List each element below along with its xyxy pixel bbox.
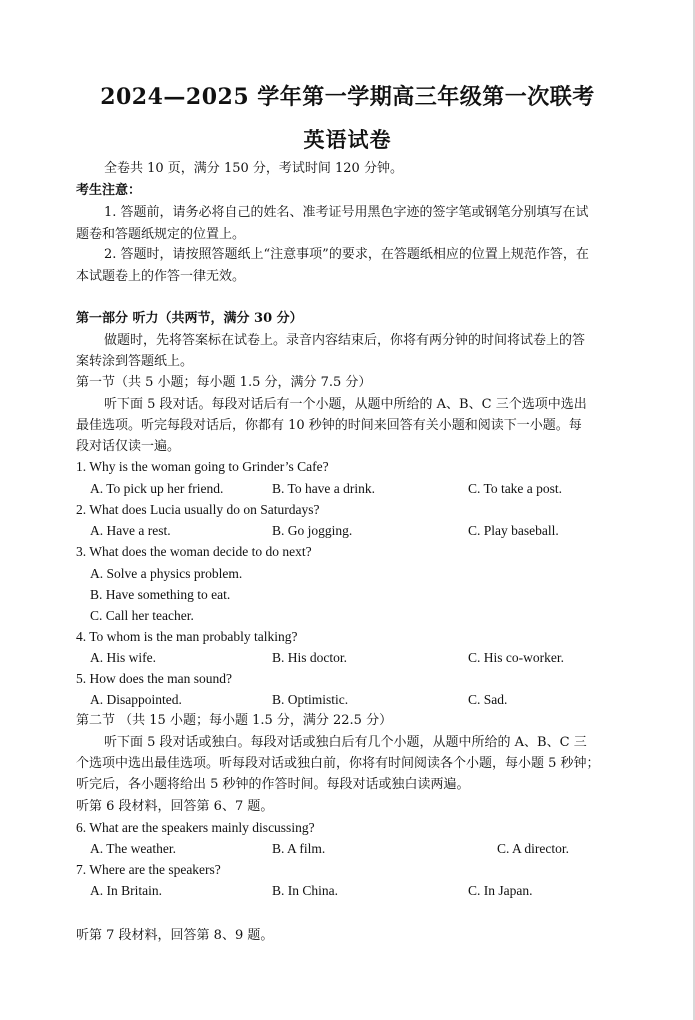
notice-1-line-2: 题卷和答题纸规定的位置上。 [76,227,246,242]
part-1-heading: 第一部分 听力（共两节，满分 30 分） [76,311,303,326]
question-1-option-a[interactable]: A. To pick up her friend. [90,481,224,496]
part-1-instruction-line-2: 案转涂到答题纸上。 [76,354,194,369]
question-6-option-b[interactable]: B. A film. [272,841,326,856]
question-2-stem: 2. What does Lucia usually do on Saturdays? [76,502,320,517]
part-1-instruction-line-1: 做题时，先将答案标在试卷上。录音内容结束后，你将有两分钟的时间将试卷上的答 [104,333,586,348]
question-3-option-c[interactable]: C. Call her teacher. [90,608,194,623]
question-2-option-a[interactable]: A. Have a rest. [90,523,171,538]
question-3-stem: 3. What does the woman decide to do next? [76,544,312,559]
question-5-option-b[interactable]: B. Optimistic. [272,692,349,707]
question-2-option-c[interactable]: C. Play baseball. [468,523,559,538]
question-4-option-a[interactable]: A. His wife. [90,650,156,665]
question-1-option-b[interactable]: B. To have a drink. [272,481,376,496]
question-7-stem: 7. Where are the speakers? [76,862,221,877]
section-2-instruction-line-2: 个选项中选出最佳选项。听每段对话或独白前，你将有时间阅读各个小题，每小题 5 秒钟； [76,756,600,771]
notice-2-line-2: 本试题卷上的作答一律无效。 [76,269,246,284]
question-5-stem: 5. How does the man sound? [76,671,232,686]
exam-total-info: 全卷共 10 页，满分 150 分，考试时间 120 分钟。 [104,161,403,176]
section-1-instruction-line-1: 听下面 5 段对话。每段对话后有一个小题，从题中所给的 A、B、C 三个选项中选出 [104,397,587,412]
question-3-option-b[interactable]: B. Have something to eat. [90,587,231,602]
question-6-option-c[interactable]: C. A director. [497,841,569,856]
material-7-note: 听第 7 段材料，回答第 8、9 题。 [76,928,274,943]
section-2-heading: 第二节 （共 15 小题；每小题 1.5 分，满分 22.5 分） [76,713,393,728]
exam-title: 2024—2025 学年第一学期高三年级第一次联考 [100,84,595,110]
question-7-option-a[interactable]: A. In Britain. [90,883,162,898]
notice-heading: 考生注意： [76,183,142,198]
question-7-option-b[interactable]: B. In China. [272,883,338,898]
material-6-note: 听第 6 段材料，回答第 6、7 题。 [76,799,274,814]
section-1-heading: 第一节（共 5 小题；每小题 1.5 分，满分 7.5 分） [76,375,372,390]
question-5-option-a[interactable]: A. Disappointed. [90,692,182,707]
question-5-option-c[interactable]: C. Sad. [468,692,508,707]
section-2-instruction-line-1: 听下面 5 段对话或独白。每段对话或独白后有几个小题，从题中所给的 A、B、C 三 [104,735,587,750]
notice-2-line-1: 2. 答题时，请按照答题纸上“注意事项”的要求，在答题纸相应的位置上规范作答，在 [104,247,589,262]
question-2-option-b[interactable]: B. Go jogging. [272,523,353,538]
question-4-stem: 4. To whom is the man probably talking? [76,629,298,644]
question-4-option-b[interactable]: B. His doctor. [272,650,348,665]
section-1-instruction-line-2: 最佳选项。听完每段对话后，你都有 10 秒钟的时间来回答有关小题和阅读下一小题。每 [76,418,582,433]
question-7-option-c[interactable]: C. In Japan. [468,883,533,898]
question-6-option-a[interactable]: A. The weather. [90,841,176,856]
question-1-option-c[interactable]: C. To take a post. [468,481,563,496]
notice-1-line-1: 1. 答题前，请务必将自己的姓名、准考证号用黑色字迹的签字笔或钢笔分别填写在试 [104,205,589,220]
question-3-option-a[interactable]: A. Solve a physics problem. [90,566,243,581]
question-1-stem: 1. Why is the woman going to Grinder’s Cafe? [76,459,329,474]
section-2-instruction-line-3: 听完后，各小题将给出 5 秒钟的作答时间。每段对话或独白读两遍。 [76,777,470,792]
exam-subtitle: 英语试卷 [303,127,392,152]
question-4-option-c[interactable]: C. His co-worker. [468,650,564,665]
section-1-instruction-line-3: 段对话仅读一遍。 [76,439,181,454]
question-6-stem: 6. What are the speakers mainly discussing? [76,820,315,835]
